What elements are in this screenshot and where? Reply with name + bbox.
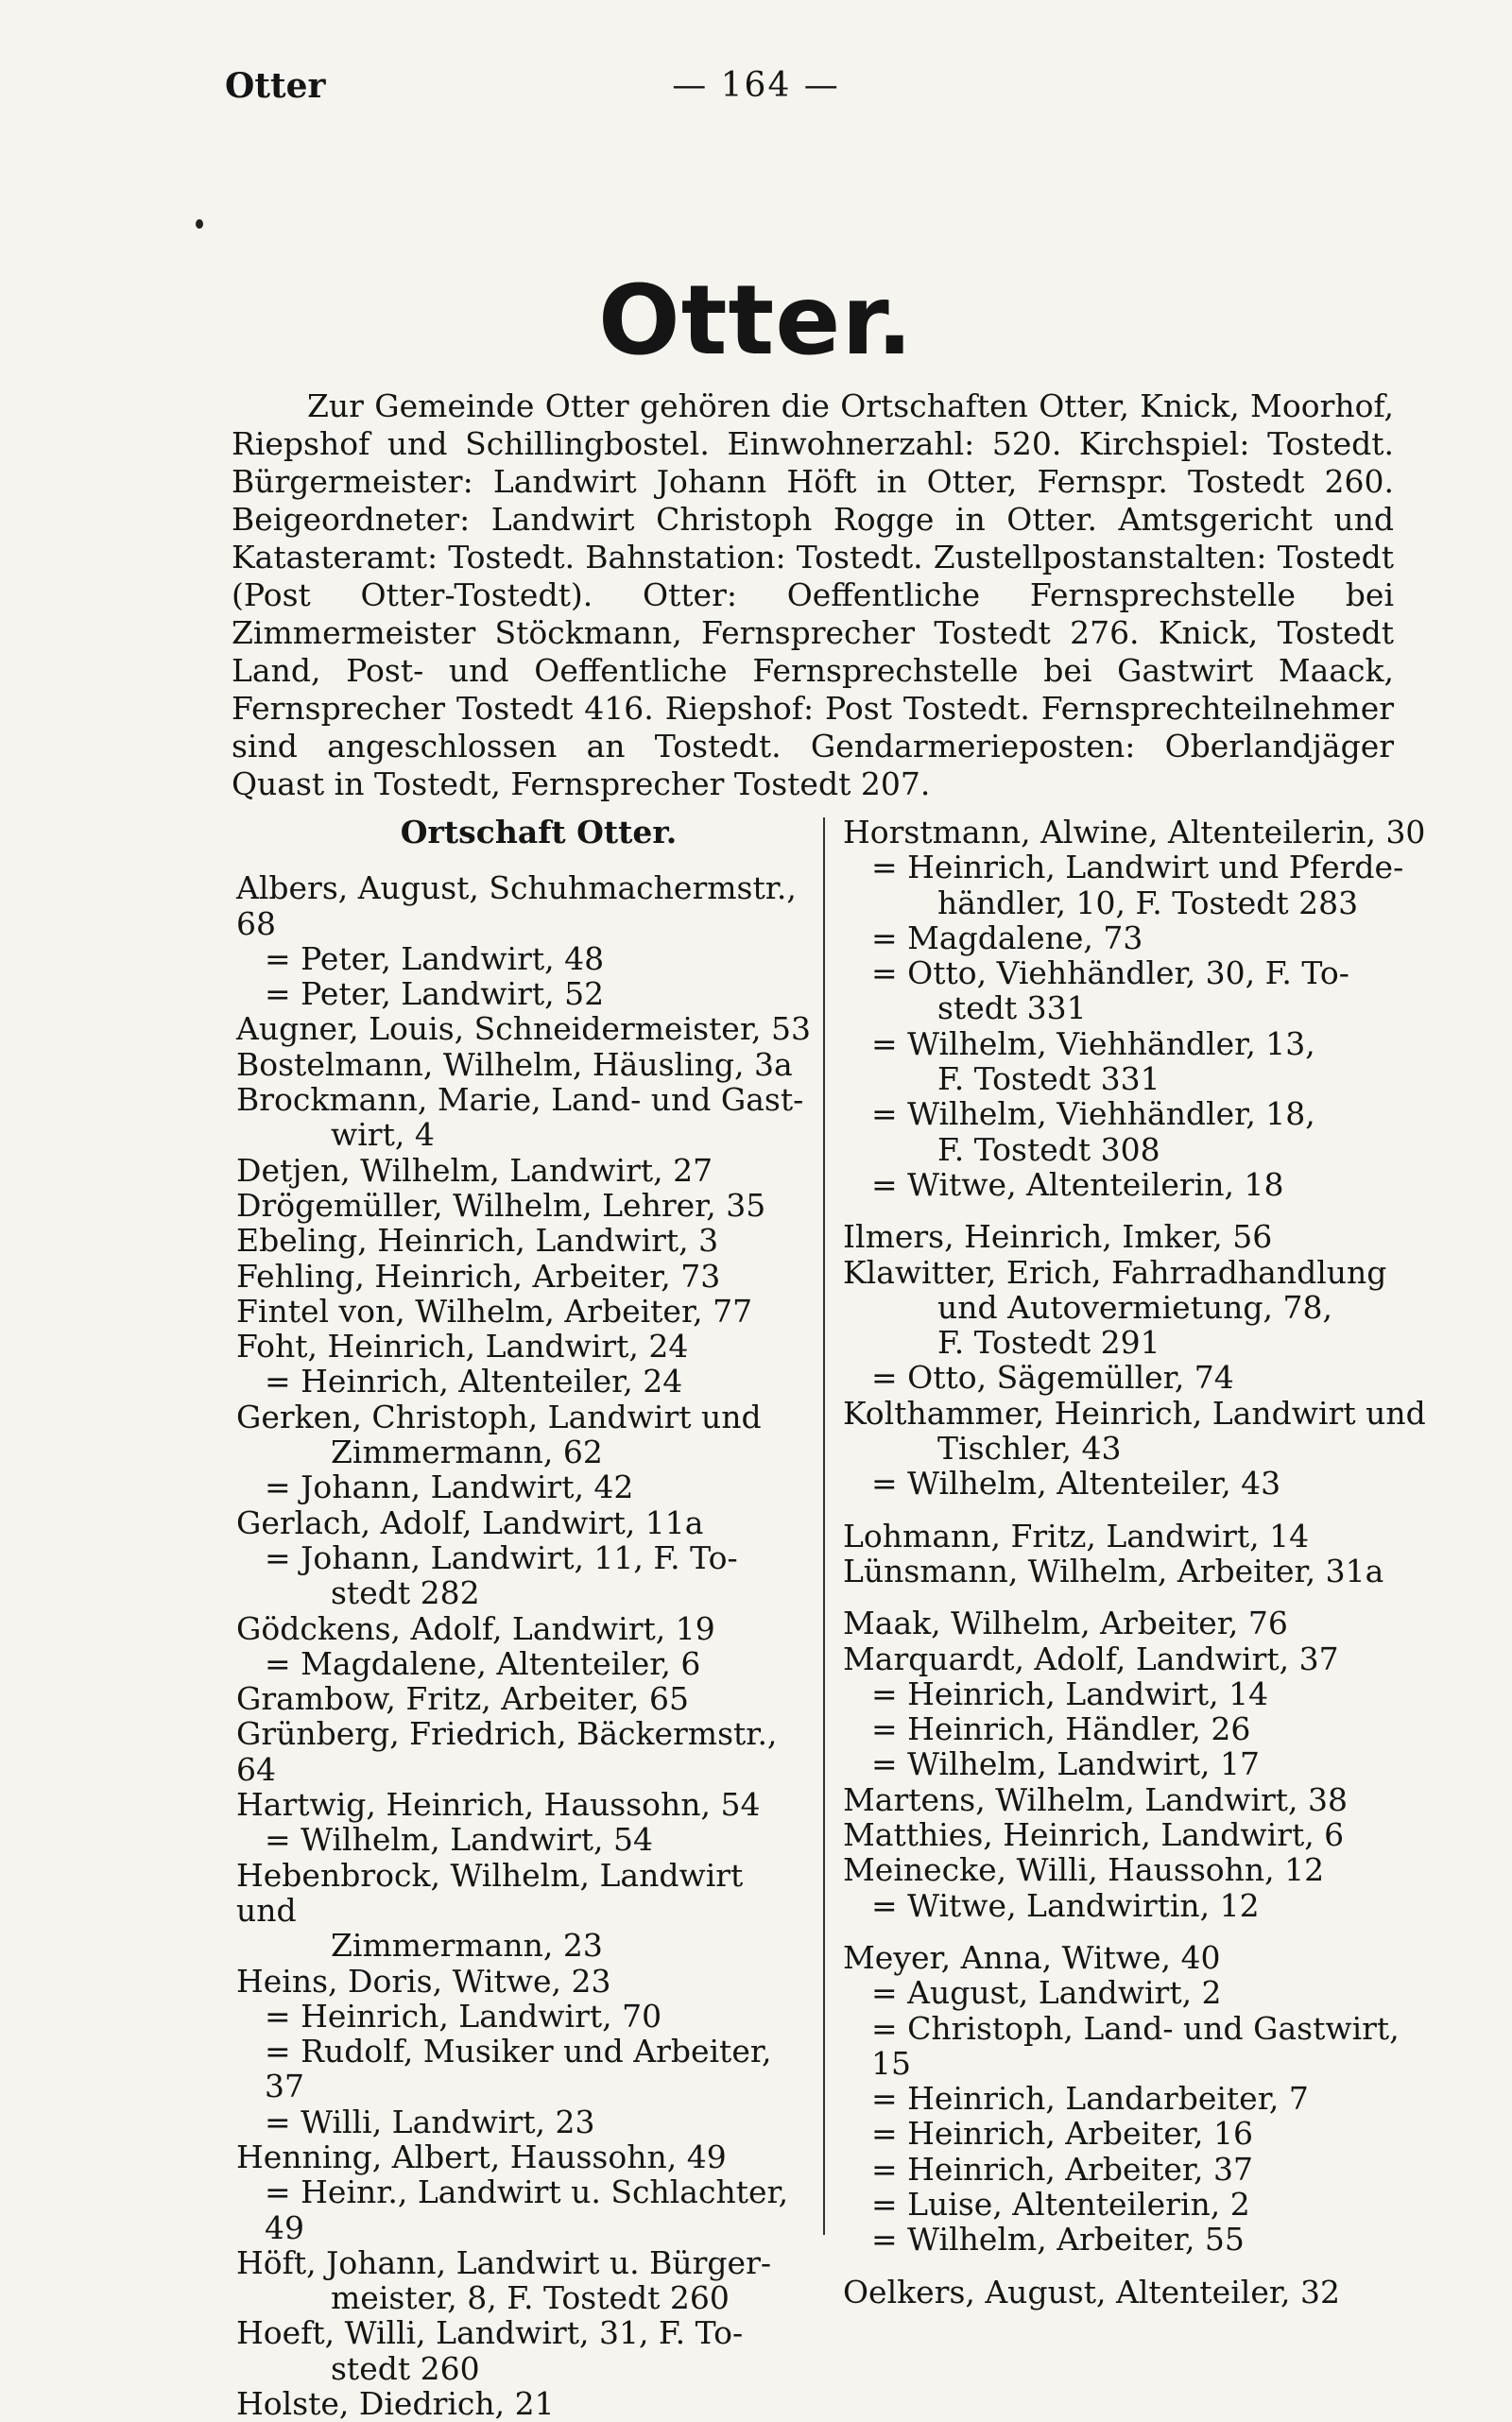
- entry-text: = Peter, Landwirt, 48: [265, 939, 605, 977]
- entry-text: Horstmann, Alwine, Altenteilerin, 30: [843, 814, 1426, 850]
- directory-entry: [236, 1153, 813, 1188]
- directory-entry: [236, 1082, 813, 1153]
- entry-continuation: stedt 331: [937, 989, 1087, 1027]
- entry-text: Gerlach, Adolf, Landwirt, 11a: [236, 1503, 704, 1541]
- directory-entry: [843, 850, 1429, 920]
- entry-text: = Heinrich, Landwirt und Pferde-: [871, 849, 1404, 886]
- directory-entry: [843, 1554, 1429, 1589]
- entry-text: Detjen, Wilhelm, Landwirt, 27: [236, 1151, 713, 1189]
- entry-continuation: meister, 8, F. Tostedt 260: [331, 2279, 730, 2317]
- directory-entry: [843, 2081, 1429, 2116]
- entry-text: = Heinrich, Landarbeiter, 7: [871, 2080, 1309, 2118]
- directory-entry: [843, 1975, 1429, 2010]
- directory-entry: [236, 2034, 813, 2104]
- intro-paragraph: Zur Gemeinde Otter gehören die Ortschaften Otter, Knick, Moorhof, Riepshof und Schillingbostel. Einwohnerzahl: 520. Kirchspiel: Tostedt. Bürgermeister: Landwirt Johann Höft in Otter, Fernspr. Tostedt 260. Beigeordneter: Landwirt Christoph Rogge in Otter. Amtsgericht und Katasteramt: Tostedt. Bahnstation: Tostedt. Zustellpostanstalten: Tostedt (Post Otter-Tostedt). Otter: Oeffentliche Fernsprechstelle bei Zimmermeister Stöckmann, Fernsprecher Tostedt 276. Knick, Tostedt Land, Post- und Oeffentliche Fernsprechstelle bei Gastwirt Maack, Fernsprecher Tostedt 416. Riepshof: Post Tostedt. Fernsprechteilnehmer sind angeschlossen an Tostedt. Gendarmerieposten: Oberlandjäger Quast in Tostedt, Fernsprecher Tostedt 207.: [232, 387, 1394, 802]
- entry-text: Brockmann, Marie, Land- und Gast-: [236, 1081, 804, 1119]
- directory-entry: [843, 1396, 1429, 1467]
- entry-text: = Witwe, Altenteilerin, 18: [871, 1165, 1284, 1203]
- directory-entry: [236, 2315, 813, 2386]
- directory-entry: [843, 1026, 1429, 1097]
- directory-entry: [843, 2222, 1429, 2257]
- directory-entry: [843, 815, 1429, 850]
- entry-text: = Rudolf, Musiker und Arbeiter, 37: [265, 2033, 772, 2105]
- entry-text: = Otto, Viehhändler, 30, F. To-: [871, 954, 1349, 992]
- directory-entry: [236, 1011, 813, 1046]
- entry-continuation: stedt 260: [331, 2349, 480, 2387]
- entry-text: = Wilhelm, Arbeiter, 55: [871, 2221, 1245, 2259]
- entry-text: = Otto, Sägemüller, 74: [871, 1359, 1234, 1397]
- entry-text: Holste, Diedrich, 21: [236, 2385, 555, 2422]
- entry-text: = Wilhelm, Viehhändler, 18,: [871, 1095, 1315, 1133]
- directory-entry: [843, 1641, 1429, 1676]
- directory-entry: [843, 2116, 1429, 2151]
- directory-entry: [843, 2187, 1429, 2222]
- entry-text: Lünsmann, Wilhelm, Arbeiter, 31a: [843, 1552, 1384, 1589]
- directory-entry: [236, 870, 813, 941]
- directory-entry: [843, 1096, 1429, 1167]
- directory-entry: [843, 1466, 1429, 1501]
- entry-text: Drögemüller, Wilhelm, Lehrer, 35: [236, 1186, 766, 1224]
- entry-text: = Witwe, Landwirtin, 12: [871, 1886, 1260, 1924]
- entry-text: Meyer, Anna, Witwe, 40: [843, 1938, 1221, 1976]
- column-divider: [823, 817, 825, 2235]
- directory-entry: [236, 1787, 813, 1822]
- directory-entry: [843, 1746, 1429, 1781]
- directory-entry: [843, 920, 1429, 955]
- entry-text: Kolthammer, Heinrich, Landwirt und: [843, 1394, 1426, 1432]
- running-head: [0, 66, 1512, 123]
- directory-entry: [236, 2245, 813, 2316]
- directory-entry: [843, 1940, 1429, 1975]
- entry-text: Marquardt, Adolf, Landwirt, 37: [843, 1640, 1339, 1677]
- directory-entry: [236, 976, 813, 1011]
- entry-text: Bostelmann, Wilhelm, Häusling, 3a: [236, 1045, 793, 1083]
- directory-entry: [843, 2011, 1429, 2082]
- entry-text: = Heinrich, Landwirt, 70: [265, 1997, 662, 2035]
- directory-entry: [236, 1223, 813, 1258]
- entry-continuation: Tischler, 43: [937, 1430, 1122, 1468]
- entry-text: = Magdalene, Altenteiler, 6: [265, 1644, 701, 1682]
- entry-text: Fehling, Heinrich, Arbeiter, 73: [236, 1257, 721, 1295]
- directory-entry: [236, 1364, 813, 1399]
- entry-text: = Heinrich, Händler, 26: [871, 1710, 1251, 1748]
- entry-text: = Wilhelm, Viehhändler, 13,: [871, 1024, 1315, 1062]
- directory-entry: [236, 941, 813, 976]
- entry-text: = Heinrich, Arbeiter, 37: [871, 2150, 1254, 2188]
- directory-entry: [843, 1852, 1429, 1887]
- directory-entry: [843, 1711, 1429, 1746]
- entry-text: Höft, Johann, Landwirt u. Bürger-: [236, 2243, 771, 2281]
- directory-entry: [236, 1329, 813, 1364]
- entry-text: = Wilhelm, Altenteiler, 43: [871, 1465, 1281, 1503]
- entry-continuation: wirt, 4: [331, 1116, 435, 1154]
- entry-text: Matthies, Heinrich, Landwirt, 6: [843, 1816, 1345, 1854]
- entry-text: Heins, Doris, Witwe, 23: [236, 1962, 611, 2000]
- directory-entry: [236, 1259, 813, 1294]
- directory-entry: [843, 1817, 1429, 1852]
- entry-text: Hartwig, Heinrich, Haussohn, 54: [236, 1786, 761, 1824]
- page-title: Otter.: [598, 265, 914, 377]
- entry-continuation: und Autovermietung, 78,: [937, 1288, 1333, 1326]
- entry-text: = Johann, Landwirt, 11, F. To-: [265, 1538, 738, 1576]
- directory-entry: [236, 1505, 813, 1540]
- directory-entry: [236, 1611, 813, 1646]
- directory-entry: [236, 1999, 813, 2034]
- entry-text: Oelkers, August, Altenteiler, 32: [843, 2273, 1340, 2310]
- entry-continuation: stedt 282: [331, 1574, 480, 1612]
- directory-entry: [236, 2174, 813, 2245]
- entry-text: Grünberg, Friedrich, Bäckermstr., 64: [236, 1715, 778, 1788]
- directory-entry: [843, 1519, 1429, 1554]
- directory-entry: [236, 2139, 813, 2174]
- entry-text: Henning, Albert, Haussohn, 49: [236, 2138, 727, 2175]
- entry-text: = Johann, Landwirt, 42: [265, 1469, 634, 1506]
- entry-text: Ilmers, Heinrich, Imker, 56: [843, 1218, 1273, 1256]
- directory-entry: [843, 1167, 1429, 1202]
- entry-text: Martens, Wilhelm, Landwirt, 38: [843, 1780, 1349, 1818]
- directory-entry: [843, 1360, 1429, 1395]
- entry-text: = Peter, Landwirt, 52: [265, 975, 605, 1013]
- directory-entry: [236, 1294, 813, 1329]
- directory-entry: [236, 1400, 813, 1470]
- entry-text: = Wilhelm, Landwirt, 17: [871, 1745, 1260, 1783]
- entry-text: = August, Landwirt, 2: [871, 1974, 1222, 2012]
- entry-text: Fintel von, Wilhelm, Arbeiter, 77: [236, 1292, 753, 1330]
- entry-text: Augner, Louis, Schneidermeister, 53: [236, 1010, 811, 1048]
- entry-text: = Willi, Landwirt, 23: [265, 2103, 595, 2140]
- directory-entry: [236, 1858, 813, 1964]
- directory-entry: [843, 1888, 1429, 1923]
- directory-entry: [236, 1716, 813, 1787]
- entry-text: = Heinrich, Arbeiter, 16: [871, 2115, 1254, 2153]
- entry-continuation: Zimmermann, 23: [331, 1927, 603, 1965]
- entry-continuation: F. Tostedt 331: [937, 1060, 1160, 1098]
- entry-text: Klawitter, Erich, Fahrradhandlung: [843, 1253, 1387, 1291]
- entry-text: Hebenbrock, Wilhelm, Landwirt und: [236, 1856, 744, 1929]
- directory-entry: [236, 1047, 813, 1082]
- entry-text: = Heinrich, Landwirt, 14: [871, 1675, 1269, 1712]
- directory-entry: [236, 1469, 813, 1504]
- entry-text: = Wilhelm, Landwirt, 54: [265, 1821, 653, 1859]
- directory-entry: [236, 1540, 813, 1611]
- directory-entry: [843, 1782, 1429, 1817]
- entry-text: Gödckens, Adolf, Landwirt, 19: [236, 1609, 715, 1647]
- entry-text: Lohmann, Fritz, Landwirt, 14: [843, 1517, 1310, 1555]
- section-heading: Ortschaft Otter.: [400, 814, 678, 850]
- entry-continuation: F. Tostedt 291: [937, 1324, 1160, 1362]
- directory-entry: [843, 2152, 1429, 2187]
- entry-text: Grambow, Fritz, Arbeiter, 65: [236, 1680, 689, 1718]
- entry-text: Albers, August, Schuhmachermstr., 68: [236, 869, 797, 942]
- directory-entry: [843, 1676, 1429, 1711]
- entry-text: = Heinr., Landwirt u. Schlachter, 49: [265, 2173, 789, 2246]
- directory-entry: [843, 1219, 1429, 1254]
- right-column: [843, 815, 1429, 2310]
- directory-entry: [236, 1188, 813, 1223]
- directory-entry: [236, 1681, 813, 1716]
- directory-entry: [236, 1646, 813, 1681]
- running-head-title: Otter: [225, 66, 326, 106]
- entry-text: Gerken, Christoph, Landwirt und: [236, 1398, 762, 1435]
- entry-continuation: händler, 10, F. Tostedt 283: [937, 884, 1359, 921]
- directory-entry: [843, 2275, 1429, 2310]
- entry-text: = Luise, Altenteilerin, 2: [871, 2185, 1250, 2223]
- print-speck: [196, 219, 203, 229]
- entry-continuation: F. Tostedt 308: [937, 1130, 1160, 1168]
- entry-text: = Heinrich, Altenteiler, 24: [265, 1363, 683, 1400]
- entry-text: = Christoph, Land- und Gastwirt, 15: [871, 2009, 1400, 2082]
- entry-text: Foht, Heinrich, Landwirt, 24: [236, 1328, 689, 1366]
- entry-text: = Magdalene, 73: [871, 919, 1143, 956]
- directory-entry: [236, 1964, 813, 1999]
- entry-text: Meinecke, Willi, Haussohn, 12: [843, 1851, 1325, 1889]
- directory-entry: [236, 1822, 813, 1857]
- entry-continuation: Zimmermann, 62: [331, 1434, 603, 1471]
- directory-entry: [843, 1255, 1429, 1361]
- directory-entry: [236, 2104, 813, 2139]
- directory-entry: [843, 955, 1429, 1026]
- page-number: — 164 —: [672, 66, 840, 105]
- left-column: [236, 815, 813, 2421]
- entry-text: Hoeft, Willi, Landwirt, 31, F. To-: [236, 2314, 744, 2352]
- directory-entry: [843, 1606, 1429, 1640]
- entry-text: Ebeling, Heinrich, Landwirt, 3: [236, 1222, 719, 1260]
- entry-text: Maak, Wilhelm, Arbeiter, 76: [843, 1605, 1288, 1642]
